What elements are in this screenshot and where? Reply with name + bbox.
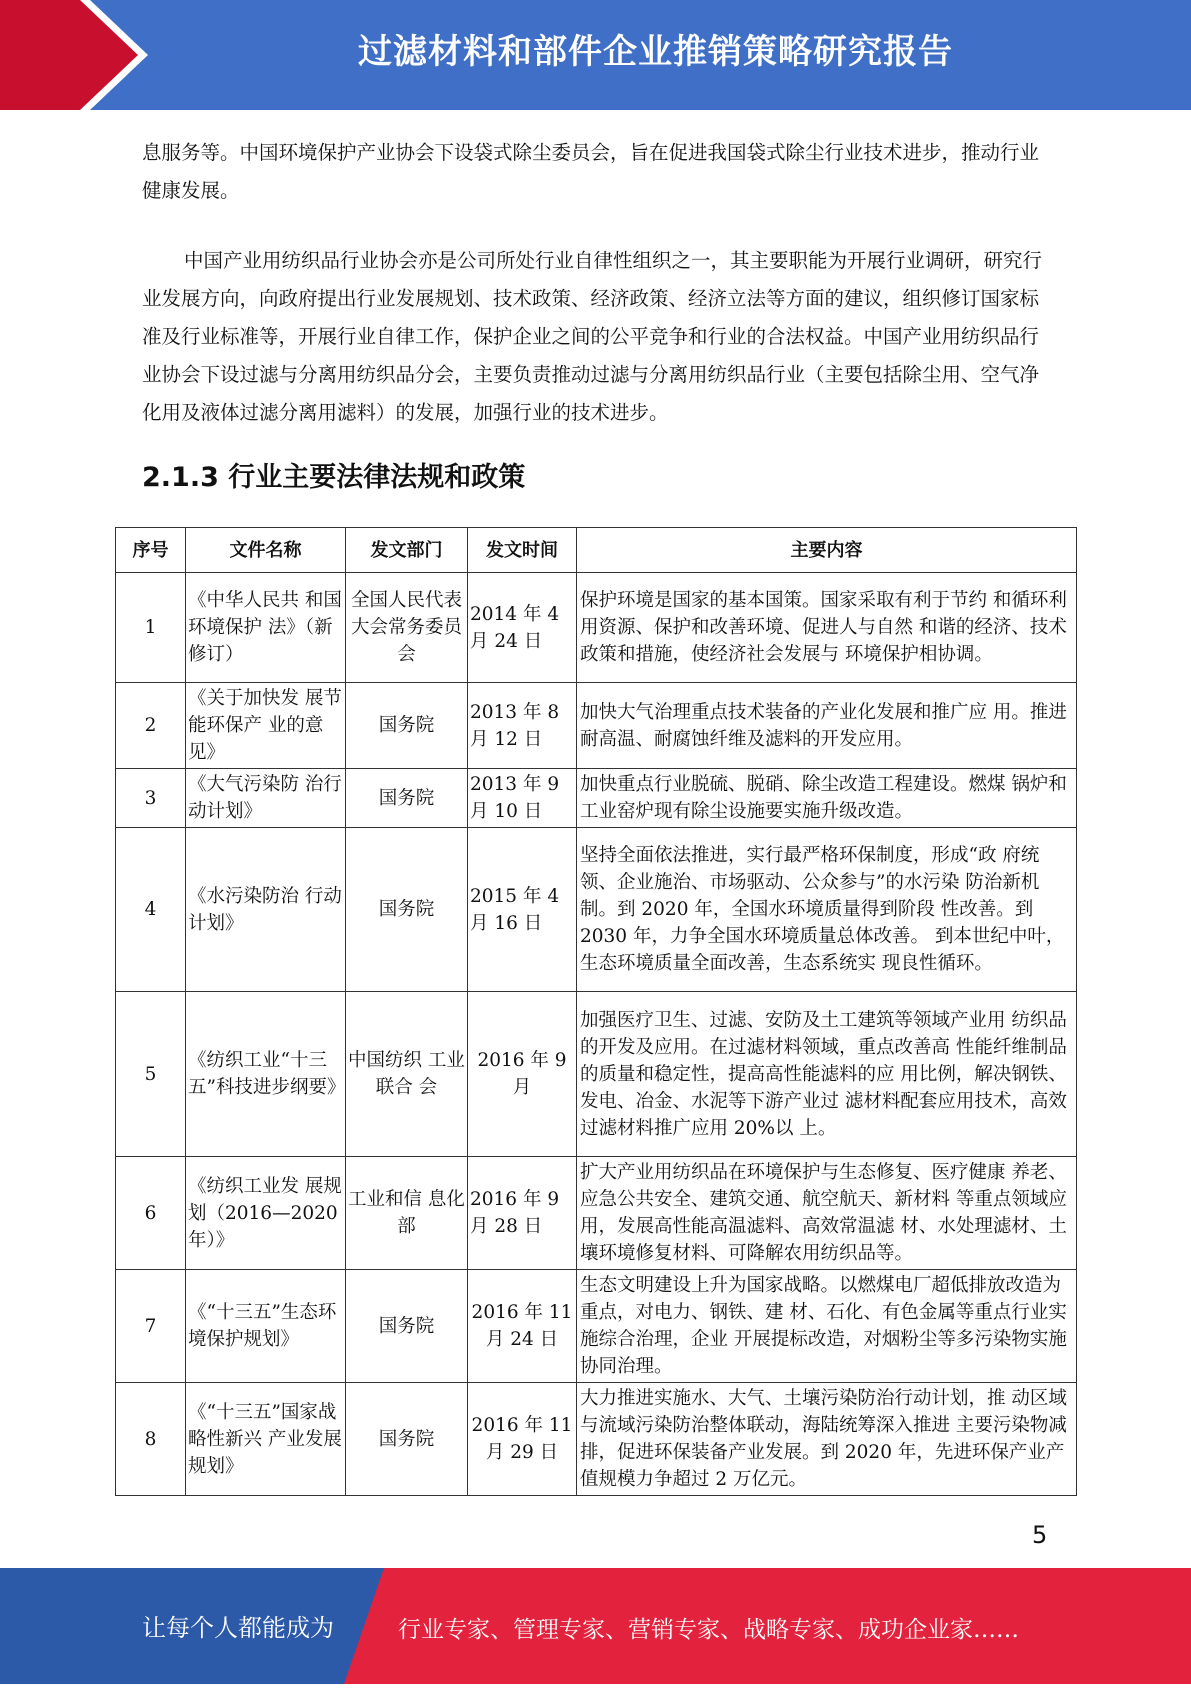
row-num: 3 [116, 769, 186, 828]
row-num: 5 [116, 992, 186, 1157]
row-doc: 《“十三五”生态环境保护规划》 [186, 1270, 346, 1383]
row-content: 坚持全面依法推进，实行最严格环保制度，形成“政 府统领、企业施治、市场驱动、公众参与”的水污染 防治新机制。到 2020 年，全国水环境质量得到阶段 性改善。到 2030 年，力争全国水环境质量总体改善。 到本世纪中叶，生态环境质量全面改善，生态系统实 现良性循环。 [577, 828, 1077, 992]
row-date: 2014 年 4 月 24 日 [468, 573, 577, 683]
table-header-row [116, 528, 1077, 573]
row-date: 2016 年 11 月 24 日 [468, 1270, 577, 1383]
row-date: 2015 年 4 月 16 日 [468, 828, 577, 992]
row-num: 7 [116, 1270, 186, 1383]
row-dept: 国务院 [346, 828, 468, 992]
header-num: 序号 [116, 528, 186, 573]
table-row [116, 1270, 1077, 1383]
section-heading: 2.1.3 行业主要法律法规和政策 [142, 462, 526, 493]
table-row [116, 1383, 1077, 1496]
header-dept: 发文部门 [346, 528, 468, 573]
row-dept: 国务院 [346, 769, 468, 828]
row-content: 生态文明建设上升为国家战略。以燃煤电厂超低排放改造为重点，对电力、钢铁、建 材、石化、有色金属等重点行业实施综合治理，企业 开展提标改造，对烟粉尘等多污染物实施协同治理。 [577, 1270, 1077, 1383]
paragraph-2: 中国产业用纺织品行业协会亦是公司所处行业自律性组织之一，其主要职能为开展行业调研，研究行业发展方向，向政府提出行业发展规划、技术政策、经济政策、经济立法等方面的建议，组织修订国家标准及行业标准等，开展行业自律工作，保护企业之间的公平竞争和行业的合法权益。中国产业用纺织品行业协会下设过滤与分离用纺织品分会，主要负责推动过滤与分离用纺织品行业（主要包括除尘用、空气净化用及液体过滤分离用滤料）的发展，加强行业的技术进步。 [142, 249, 1043, 424]
row-doc: 《水污染防治 行动计划》 [186, 828, 346, 992]
row-dept: 国务院 [346, 1383, 468, 1496]
table-row [116, 573, 1077, 683]
row-dept: 工业和信 息化部 [346, 1157, 468, 1270]
row-doc: 《“十三五”国家战略性新兴 产业发展规划》 [186, 1383, 346, 1496]
row-dept: 全国人民代表大会常务委员会 [346, 573, 468, 683]
table-row [116, 1157, 1077, 1270]
row-content: 加快大气治理重点技术装备的产业化发展和推广应 用。推进耐高温、耐腐蚀纤维及滤料的开发应用。 [577, 683, 1077, 769]
row-date: 2016 年 9 月 28 日 [468, 1157, 577, 1270]
row-doc: 《纺织工业发 展规划（2016—2020年）》 [186, 1157, 346, 1270]
row-doc: 《关于加快发 展节能环保产 业的意见》 [186, 683, 346, 769]
page-number: 5 [1032, 1521, 1048, 1549]
header-doc: 文件名称 [186, 528, 346, 573]
header-content: 主要内容 [577, 528, 1077, 573]
report-title: 过滤材料和部件企业推销策略研究报告 [358, 32, 953, 72]
table-row [116, 769, 1077, 828]
table-row [116, 992, 1077, 1157]
paragraph-1: 息服务等。中国环境保护产业协会下设袋式除尘委员会，旨在促进我国袋式除尘行业技术进步，推动行业健康发展。 [142, 141, 1040, 202]
row-date: 2016 年 11 月 29 日 [468, 1383, 577, 1496]
row-doc: 《纺织工业“十三五”科技进步纲要》 [186, 992, 346, 1157]
footer-banner [0, 1568, 1191, 1684]
row-dept: 国务院 [346, 683, 468, 769]
row-dept: 国务院 [346, 1270, 468, 1383]
policy-table [115, 527, 1077, 1496]
row-num: 8 [116, 1383, 186, 1496]
row-num: 2 [116, 683, 186, 769]
row-dept: 中国纺织 工业联合 会 [346, 992, 468, 1157]
row-date: 2013 年 8 月 12 日 [468, 683, 577, 769]
header-banner [0, 0, 1191, 110]
footer-slogan-right: 行业专家、管理专家、营销专家、战略专家、成功企业家…… [398, 1617, 1019, 1643]
row-date: 2016 年 9 月 [468, 992, 577, 1157]
footer-slogan-left: 让每个人都能成为 [142, 1614, 334, 1642]
row-content: 加快重点行业脱硫、脱硝、除尘改造工程建设。燃煤 锅炉和工业窑炉现有除尘设施要实施升级改造。 [577, 769, 1077, 828]
row-num: 6 [116, 1157, 186, 1270]
row-num: 4 [116, 828, 186, 992]
row-doc: 《大气污染防 治行动计划》 [186, 769, 346, 828]
row-num: 1 [116, 573, 186, 683]
row-doc: 《中华人民共 和国环境保护 法》（新修订） [186, 573, 346, 683]
row-date: 2013 年 9 月 10 日 [468, 769, 577, 828]
table-row [116, 828, 1077, 992]
header-date: 发文时间 [468, 528, 577, 573]
row-content: 加强医疗卫生、过滤、安防及土工建筑等领域产业用 纺织品的开发及应用。在过滤材料领域，重点改善高 性能纤维制品的质量和稳定性，提高高性能滤料的应 用比例，解决钢铁、发电、冶金、水泥等下游产业过 滤材料配套应用技术，高效过滤材料推广应用 20%以 上。 [577, 992, 1077, 1157]
row-content: 大力推进实施水、大气、土壤污染防治行动计划，推 动区域与流域污染防治整体联动，海陆统筹深入推进 主要污染物减排，促进环保装备产业发展。到 2020 年，先进环保产业产值规模力争超过 2 万亿元。 [577, 1383, 1077, 1496]
table-row [116, 683, 1077, 769]
row-content: 保护环境是国家的基本国策。国家采取有利于节约 和循环利用资源、保护和改善环境、促进人与自然 和谐的经济、技术政策和措施，使经济社会发展与 环境保护相协调。 [577, 573, 1077, 683]
row-content: 扩大产业用纺织品在环境保护与生态修复、医疗健康 养老、应急公共安全、建筑交通、航空航天、新材料 等重点领域应用，发展高性能高温滤料、高效常温滤 材、水处理滤材、土壤环境修复材料、可降解农用纺织品等。 [577, 1157, 1077, 1270]
